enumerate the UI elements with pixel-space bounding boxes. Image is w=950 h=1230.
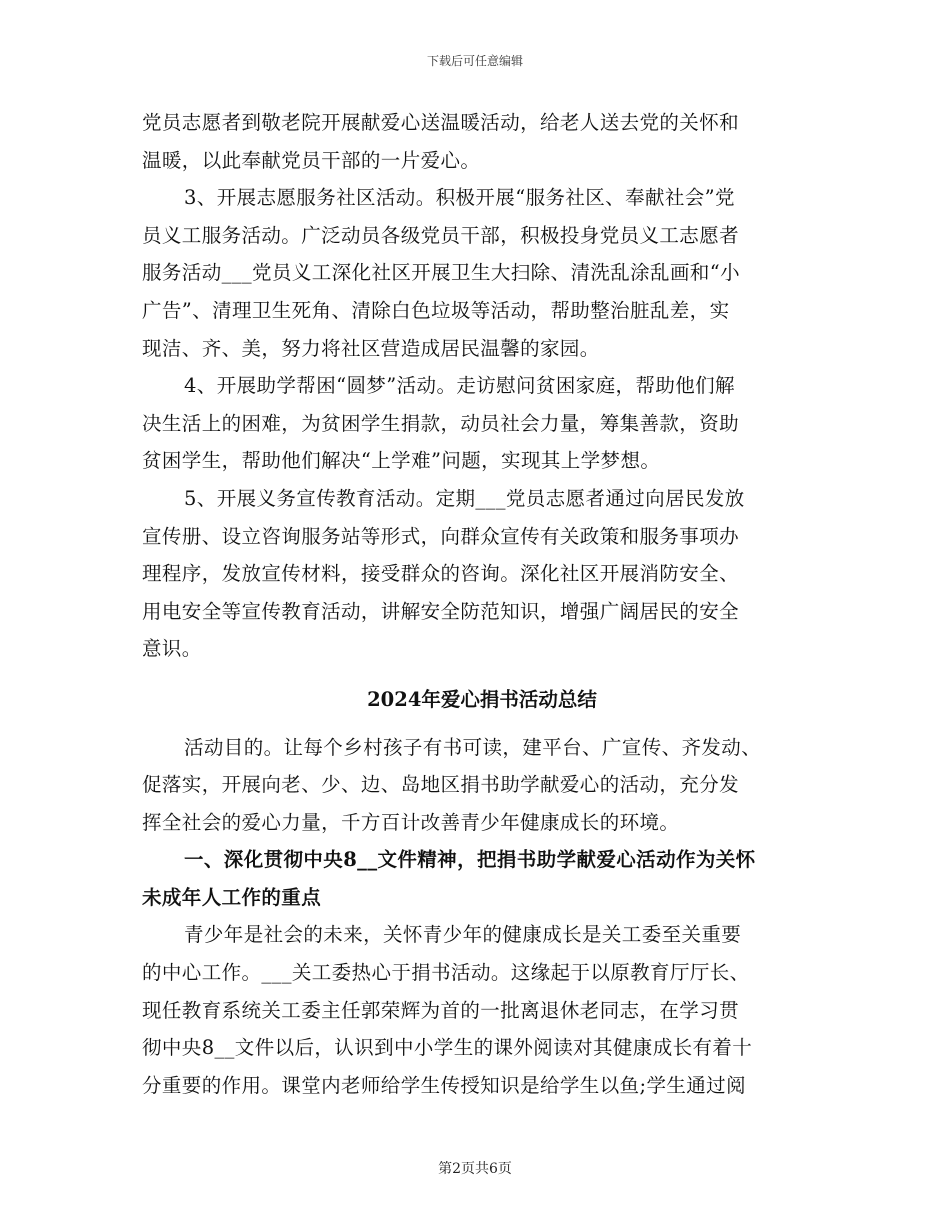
paragraph-line: 员义工服务活动。广泛动员各级党员干部，积极投身党员义工志愿者 xyxy=(142,223,740,247)
paragraph-line: 现任教育系统关工委主任郭荣辉为首的一批离退休老同志，在学习贯 xyxy=(142,998,740,1022)
paragraph-line: 的中心工作。___关工委热心于捐书活动。这缘起于以原教育厅厅长、 xyxy=(142,961,750,985)
paragraph-line: 贫困学生，帮助他们解决“上学难”问题，实现其上学梦想。 xyxy=(142,449,661,473)
paragraph-line: 现洁、齐、美，努力将社区营造成居民温馨的家园。 xyxy=(142,336,600,360)
paragraph-line: 活动目的。让每个乡村孩子有书可读，建平台、广宣传、齐发动、 xyxy=(184,735,762,759)
paragraph-line: 5、开展义务宣传教育活动。定期___党员志愿者通过向居民发放 xyxy=(184,486,745,510)
page-footer: 第2页共6页 xyxy=(438,1161,512,1177)
paragraph-line: 促落实，开展向老、少、边、岛地区捐书助学献爱心的活动，充分发 xyxy=(142,773,740,797)
paragraph-line: 决生活上的困难，为贫困学生捐款，动员社会力量，筹集善款，资助 xyxy=(142,411,740,435)
paragraph-line: 党员志愿者到敬老院开展献爱心送温暖活动，给老人送去党的关怀和 xyxy=(142,111,740,134)
paragraph-line: 意识。 xyxy=(142,637,202,661)
document-body xyxy=(142,104,822,1104)
paragraph-line: 温暖，以此奉献党员干部的一片爱心。 xyxy=(142,148,481,172)
paragraph-line: 4、开展助学帮困“圆梦”活动。走访慰问贫困家庭，帮助他们解 xyxy=(184,374,735,398)
paragraph-line: 青少年是社会的未来，关怀青少年的健康成长是关工委至关重要 xyxy=(184,923,742,947)
paragraph-line: 彻中央8__文件以后，认识到中小学生的课外阅读对其健康成长有着十 xyxy=(142,1036,753,1060)
page-header: 下载后可任意编辑 xyxy=(426,54,523,68)
paragraph-line: 广告”、清理卫生死角、清除白色垃圾等活动，帮助整治脏乱差，实 xyxy=(142,298,730,322)
document-title: 2024年爱心捐书活动总结 xyxy=(367,687,597,711)
paragraph-line: 3、开展志愿服务社区活动。积极开展“服务社区、奉献社会”党 xyxy=(184,186,735,210)
section-heading-line: 未成年人工作的重点 xyxy=(142,885,322,909)
section-book-donation xyxy=(142,729,822,1105)
paragraph-line: 服务活动___党员义工深化社区开展卫生大扫除、清洗乱涂乱画和“小 xyxy=(142,261,741,285)
section-heading-line: 一、深化贯彻中央8__文件精神，把捐书助学献爱心活动作为关怀 xyxy=(184,848,756,872)
paragraph-line: 宣传册、设立咨询服务站等形式，向群众宣传有关政策和服务事项办 xyxy=(142,524,740,548)
paragraph-line: 分重要的作用。课堂内老师给学生传授知识是给学生以鱼;学生通过阅 xyxy=(142,1073,746,1097)
section-volunteer-activities xyxy=(142,104,822,668)
paragraph-line: 用电安全等宣传教育活动，讲解安全防范知识，增强广阔居民的安全 xyxy=(142,599,740,623)
paragraph-line: 理程序，发放宣传材料，接受群众的咨询。深化社区开展消防安全、 xyxy=(142,562,740,586)
paragraph-line: 挥全社会的爱心力量，千方百计改善青少年健康成长的环境。 xyxy=(142,810,680,834)
